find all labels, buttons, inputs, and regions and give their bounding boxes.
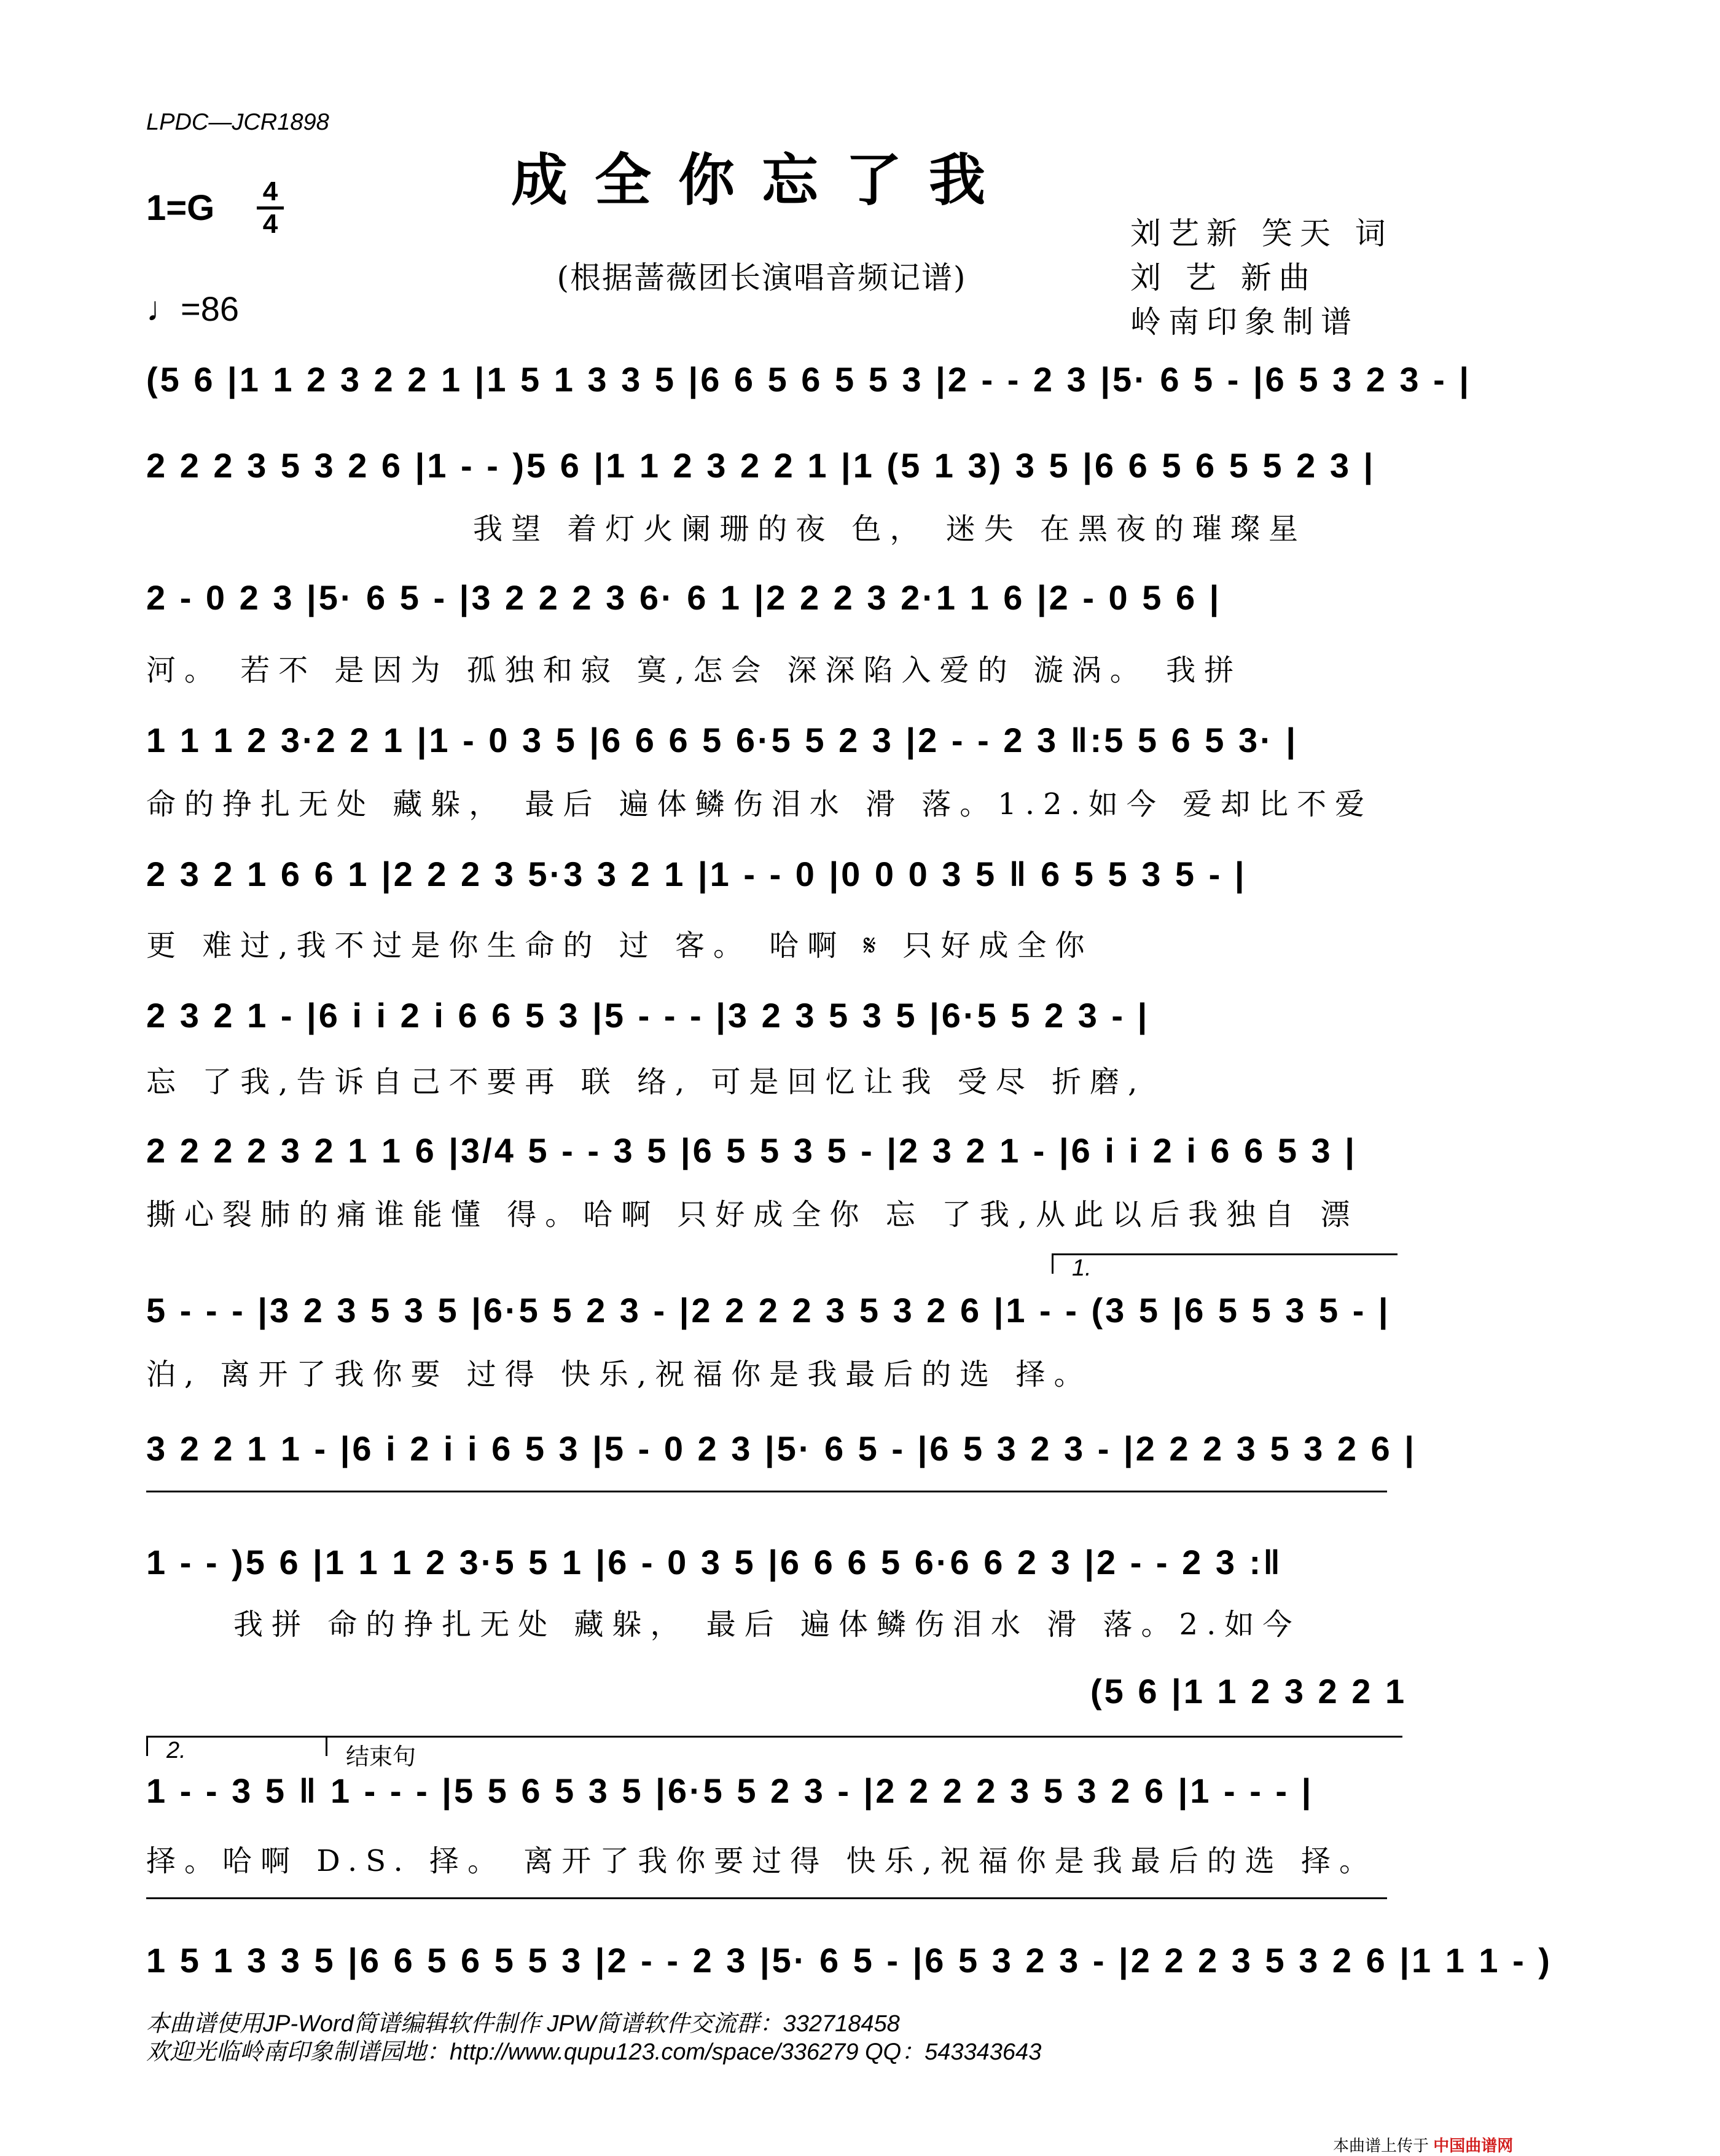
lyric-line-10: 我拼 命的挣扎无处 藏躲， 最后 遍体鳞伤泪水 滑 落。2.如今 (233, 1607, 1301, 1642)
score-line-9: 3 2 2 1 1 - |6 i 2 i i 6 5 3 |5 - 0 2 3 |5· 6 5 - |6 5 3 2 3 - |2 2 2 3 5 3 2 6 | (146, 1429, 1417, 1468)
first-ending-bracket-line (146, 1491, 1387, 1492)
score-line-3: 2 - 0 2 3 |5· 6 5 - |3 2 2 2 3 6· 6 1 |2 2 2 3 2·1 1 6 |2 - 0 5 6 | (146, 578, 1222, 617)
volta-first-ending: 1. (1052, 1253, 1398, 1274)
tempo-marking: ♩=86 (146, 289, 239, 328)
footer-line-1: 本曲谱使用JP-Word简谱编辑软件制作 JPW简谱软件交流群：332718458 (146, 2011, 900, 2037)
transcriber-credit: 岭南印象制谱 (1130, 304, 1359, 340)
composer-credit: 刘 艺 新曲 (1130, 260, 1317, 296)
score-line-12: 1 - - 3 5 ‖ 1 - - - |5 5 6 5 3 5 |6·5 5 2 3 - |2 2 2 2 3 5 3 2 6 |1 - - - | (146, 1771, 1314, 1810)
lyric-line-4: 命的挣扎无处 藏躲， 最后 遍体鳞伤泪水 滑 落。1.2.如今 爱却比不爱 (146, 787, 1374, 821)
lyricist-credit: 刘艺新 笑天 词 (1130, 216, 1393, 251)
upload-source-brand (1333, 2133, 1513, 2156)
brand-name: 中国曲谱网 (1433, 2136, 1514, 2155)
lyric-line-2: 我望 着灯火阑珊的夜 色， 迷失 在黑夜的璀璨星 (473, 512, 1307, 546)
score-line-4: 1 1 1 2 3·2 2 1 |1 - 0 3 5 |6 6 6 5 6·5 5 2 3 |2 - - 2 3 ‖:5 5 6 5 3· | (146, 721, 1299, 759)
lyric-line-8: 泊, 离开了我你要 过得 快乐,祝福你是我最后的选 择。 (146, 1357, 1092, 1392)
score-code: LPDC—JCR1898 (146, 109, 329, 135)
score-line-8: 5 - - - |3 2 3 5 3 5 |6·5 5 2 3 - |2 2 2 2 3 5 3 2 6 |1 - - (3 5 |6 5 5 3 5 - | (146, 1291, 1391, 1330)
key-signature: 1=G (146, 188, 215, 228)
time-signature (257, 178, 284, 238)
ending-phrase-label: 结束句 (326, 1736, 1402, 1756)
score-line-13: 1 5 1 3 3 5 |6 6 5 6 5 5 3 |2 - - 2 3 |5· 6 5 - |6 5 3 2 3 - |2 2 2 3 5 3 2 6 |1 1 1 - ) (146, 1941, 1552, 1980)
lyric-line-7: 撕心裂肺的痛谁能懂 得。哈啊 只好成全你 忘 了我,从此以后我独自 漂 (146, 1198, 1359, 1232)
footer-line-2: 欢迎光临岭南印象制谱园地：http://www.qupu123.com/space/336279 QQ：543343643 (146, 2039, 1042, 2065)
page-title: 成全你忘了我 (510, 147, 1012, 213)
lyric-line-3: 河。 若不 是因为 孤独和寂 寞,怎会 深深陷入爱的 漩涡。 我拼 (146, 653, 1243, 688)
subtitle: (根据蔷薇团长演唱音频记谱) (557, 260, 967, 296)
score-line-5: 2 3 2 1 6 6 1 |2 2 2 3 5·3 3 2 1 |1 - - 0 |0 0 0 3 5 ‖ 6 5 5 3 5 - | (146, 855, 1247, 893)
score-line-11: (5 6 |1 1 2 3 2 2 1 (1090, 1672, 1407, 1711)
score-line-2: 2 2 2 3 5 3 2 6 |1 - - )5 6 |1 1 2 3 2 2 1 |1 (5 1 3) 3 5 |6 6 5 6 5 5 2 3 | (146, 446, 1376, 485)
lyric-line-5: 更 难过,我不过是你生命的 过 客。 哈啊 𝄋 只好成全你 (146, 928, 1093, 963)
score-line-10: 1 - - )5 6 |1 1 1 2 3·5 5 1 |6 - 0 3 5 |6 6 6 5 6·6 6 2 3 |2 - - 2 3 :‖ (146, 1543, 1283, 1582)
score-line-7: 2 2 2 2 3 2 1 1 6 |3/4 5 - - 3 5 |6 5 5 3 5 - |2 3 2 1 - |6 i i 2 i 6 6 5 3 | (146, 1131, 1357, 1170)
lyric-line-12: 择。哈啊 D.S. 择。 离开了我你要过得 快乐,祝福你是我最后的选 择。 (146, 1844, 1378, 1878)
volta-second-ending: 2. (146, 1736, 326, 1756)
brand-prefix: 本曲谱上传于 (1333, 2136, 1429, 2155)
score-line-6: 2 3 2 1 - |6 i i 2 i 6 6 5 3 |5 - - - |3 2 3 5 3 5 |6·5 5 2 3 - | (146, 996, 1150, 1035)
lyric-line-6: 忘 了我,告诉自己不要再 联 络, 可是回忆让我 受尽 折磨, (146, 1065, 1146, 1099)
time-signature-top: 4 (262, 176, 278, 206)
time-signature-bottom: 4 (262, 209, 278, 239)
score-line-1: (5 6 |1 1 2 3 2 2 1 |1 5 1 3 3 5 |6 6 5 6 5 5 3 |2 - - 2 3 |5· 6 5 - |6 5 3 2 3 - | (146, 360, 1472, 399)
coda-bracket-line (146, 1897, 1387, 1899)
